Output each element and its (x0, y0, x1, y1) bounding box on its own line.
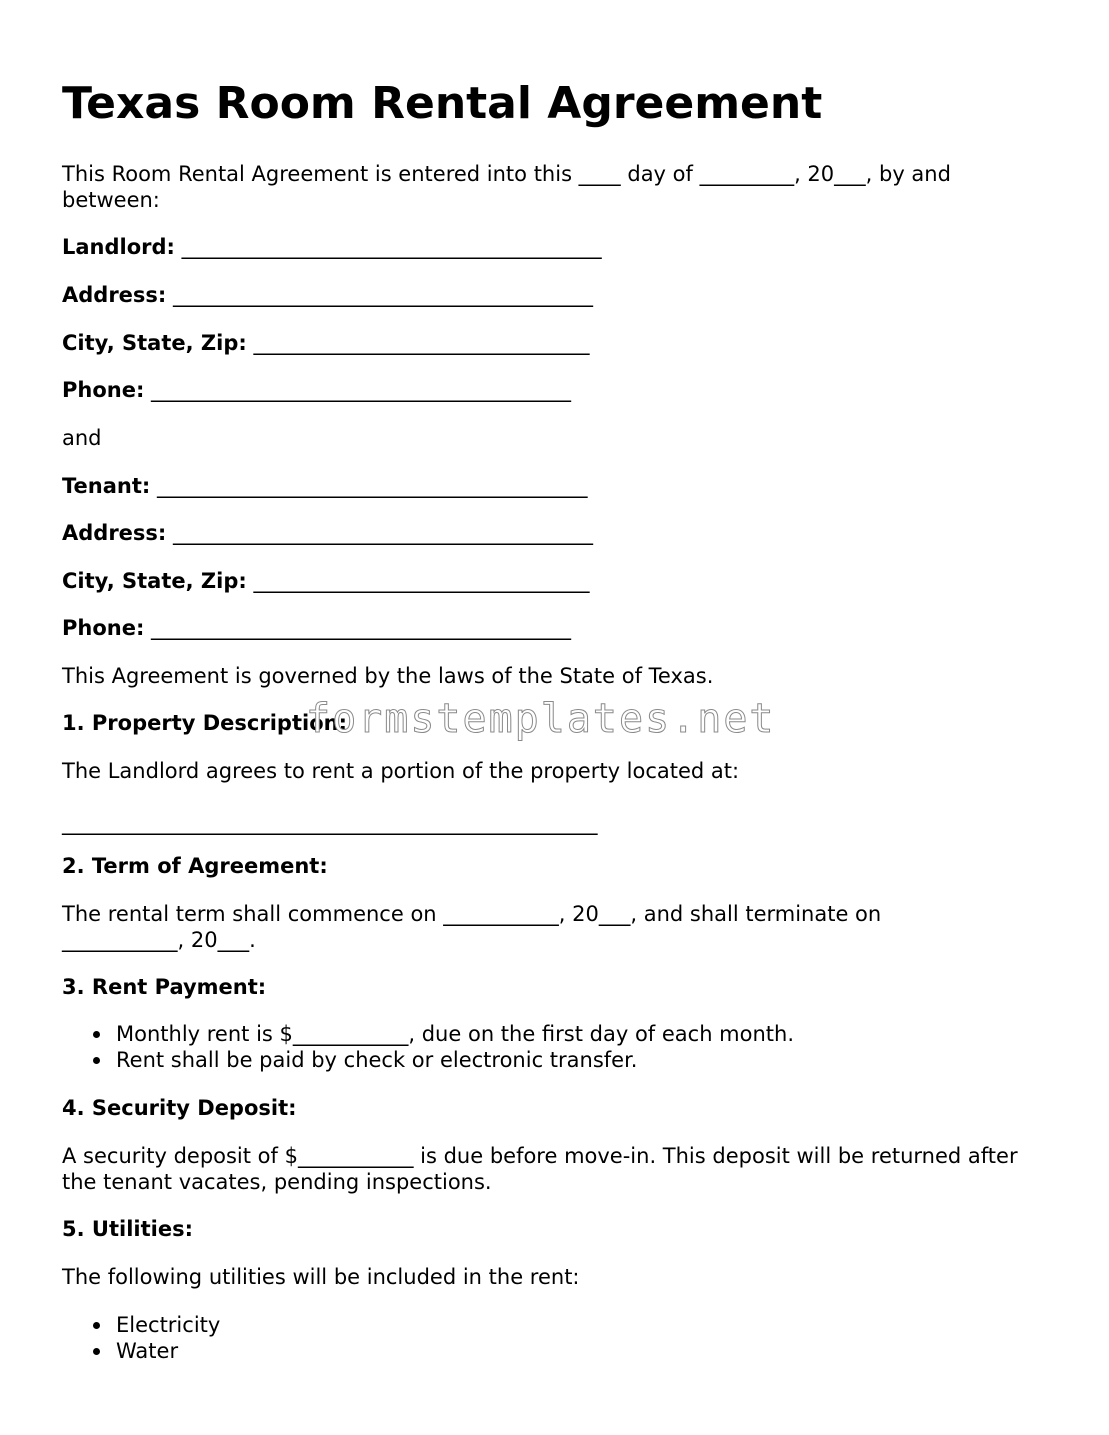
tenant-phone-blank[interactable]: ________________________________________ (151, 616, 572, 640)
rent-list (62, 1021, 794, 1073)
landlord-name-label: Landlord: (62, 235, 175, 259)
tenant-city-field (62, 568, 589, 594)
landlord-phone-field (62, 377, 571, 403)
tenant-address-label: Address: (62, 521, 167, 545)
watermark-text: formstemplates.net (306, 696, 776, 742)
tenant-name-label: Tenant: (62, 474, 151, 498)
landlord-name-field (62, 234, 602, 260)
list-item: Rent shall be paid by check or electronic transfer. (62, 1047, 794, 1073)
rent-heading: 3. Rent Payment: (62, 975, 267, 999)
utilities-text: The following utilities will be included in the rent: (62, 1265, 580, 1289)
list-item: Water (62, 1338, 220, 1364)
tenant-name-field (62, 473, 587, 499)
deposit-text: A security deposit of $___________ is due before move-in. This deposit will be returned after the tenant vacates, pending inspections. (62, 1144, 1018, 1194)
landlord-address-field (62, 282, 593, 308)
landlord-city-blank[interactable]: ________________________________ (253, 331, 590, 355)
property-text: The Landlord agrees to rent a portion of the property located at: (62, 759, 740, 783)
landlord-city-field (62, 330, 589, 356)
landlord-name-blank[interactable]: ________________________________________ (181, 235, 602, 259)
list-item: Electricity (62, 1312, 220, 1338)
list-item: Monthly rent is $___________, due on the first day of each month. (62, 1021, 794, 1047)
landlord-phone-label: Phone: (62, 378, 145, 402)
governing-law-text: This Agreement is governed by the laws of the State of Texas. (62, 664, 714, 688)
term-heading: 2. Term of Agreement: (62, 854, 328, 878)
and-text: and (62, 426, 102, 450)
tenant-name-blank[interactable]: _________________________________________ (156, 474, 588, 498)
landlord-address-blank[interactable]: ________________________________________ (173, 283, 594, 307)
property-heading: 1. Property Description: (62, 711, 347, 735)
term-text: The rental term shall commence on ___________, 20___, and shall terminate on ___________, 20___. (62, 902, 882, 952)
tenant-address-blank[interactable]: ________________________________________ (173, 521, 594, 545)
landlord-phone-blank[interactable]: ________________________________________ (151, 378, 572, 402)
property-address-blank[interactable]: ___________________________________________________ (62, 811, 598, 835)
utilities-list (62, 1312, 220, 1364)
tenant-phone-field (62, 615, 571, 641)
tenant-city-label: City, State, Zip: (62, 569, 247, 593)
tenant-city-blank[interactable]: ________________________________ (253, 569, 590, 593)
landlord-city-label: City, State, Zip: (62, 331, 247, 355)
tenant-address-field (62, 520, 593, 546)
utilities-heading: 5. Utilities: (62, 1217, 193, 1241)
tenant-phone-label: Phone: (62, 616, 145, 640)
document-title: Texas Room Rental Agreement (62, 78, 823, 129)
intro-paragraph: This Room Rental Agreement is entered into this ____ day of _________, 20___, by and between: (62, 162, 951, 212)
landlord-address-label: Address: (62, 283, 167, 307)
deposit-heading: 4. Security Deposit: (62, 1096, 297, 1120)
